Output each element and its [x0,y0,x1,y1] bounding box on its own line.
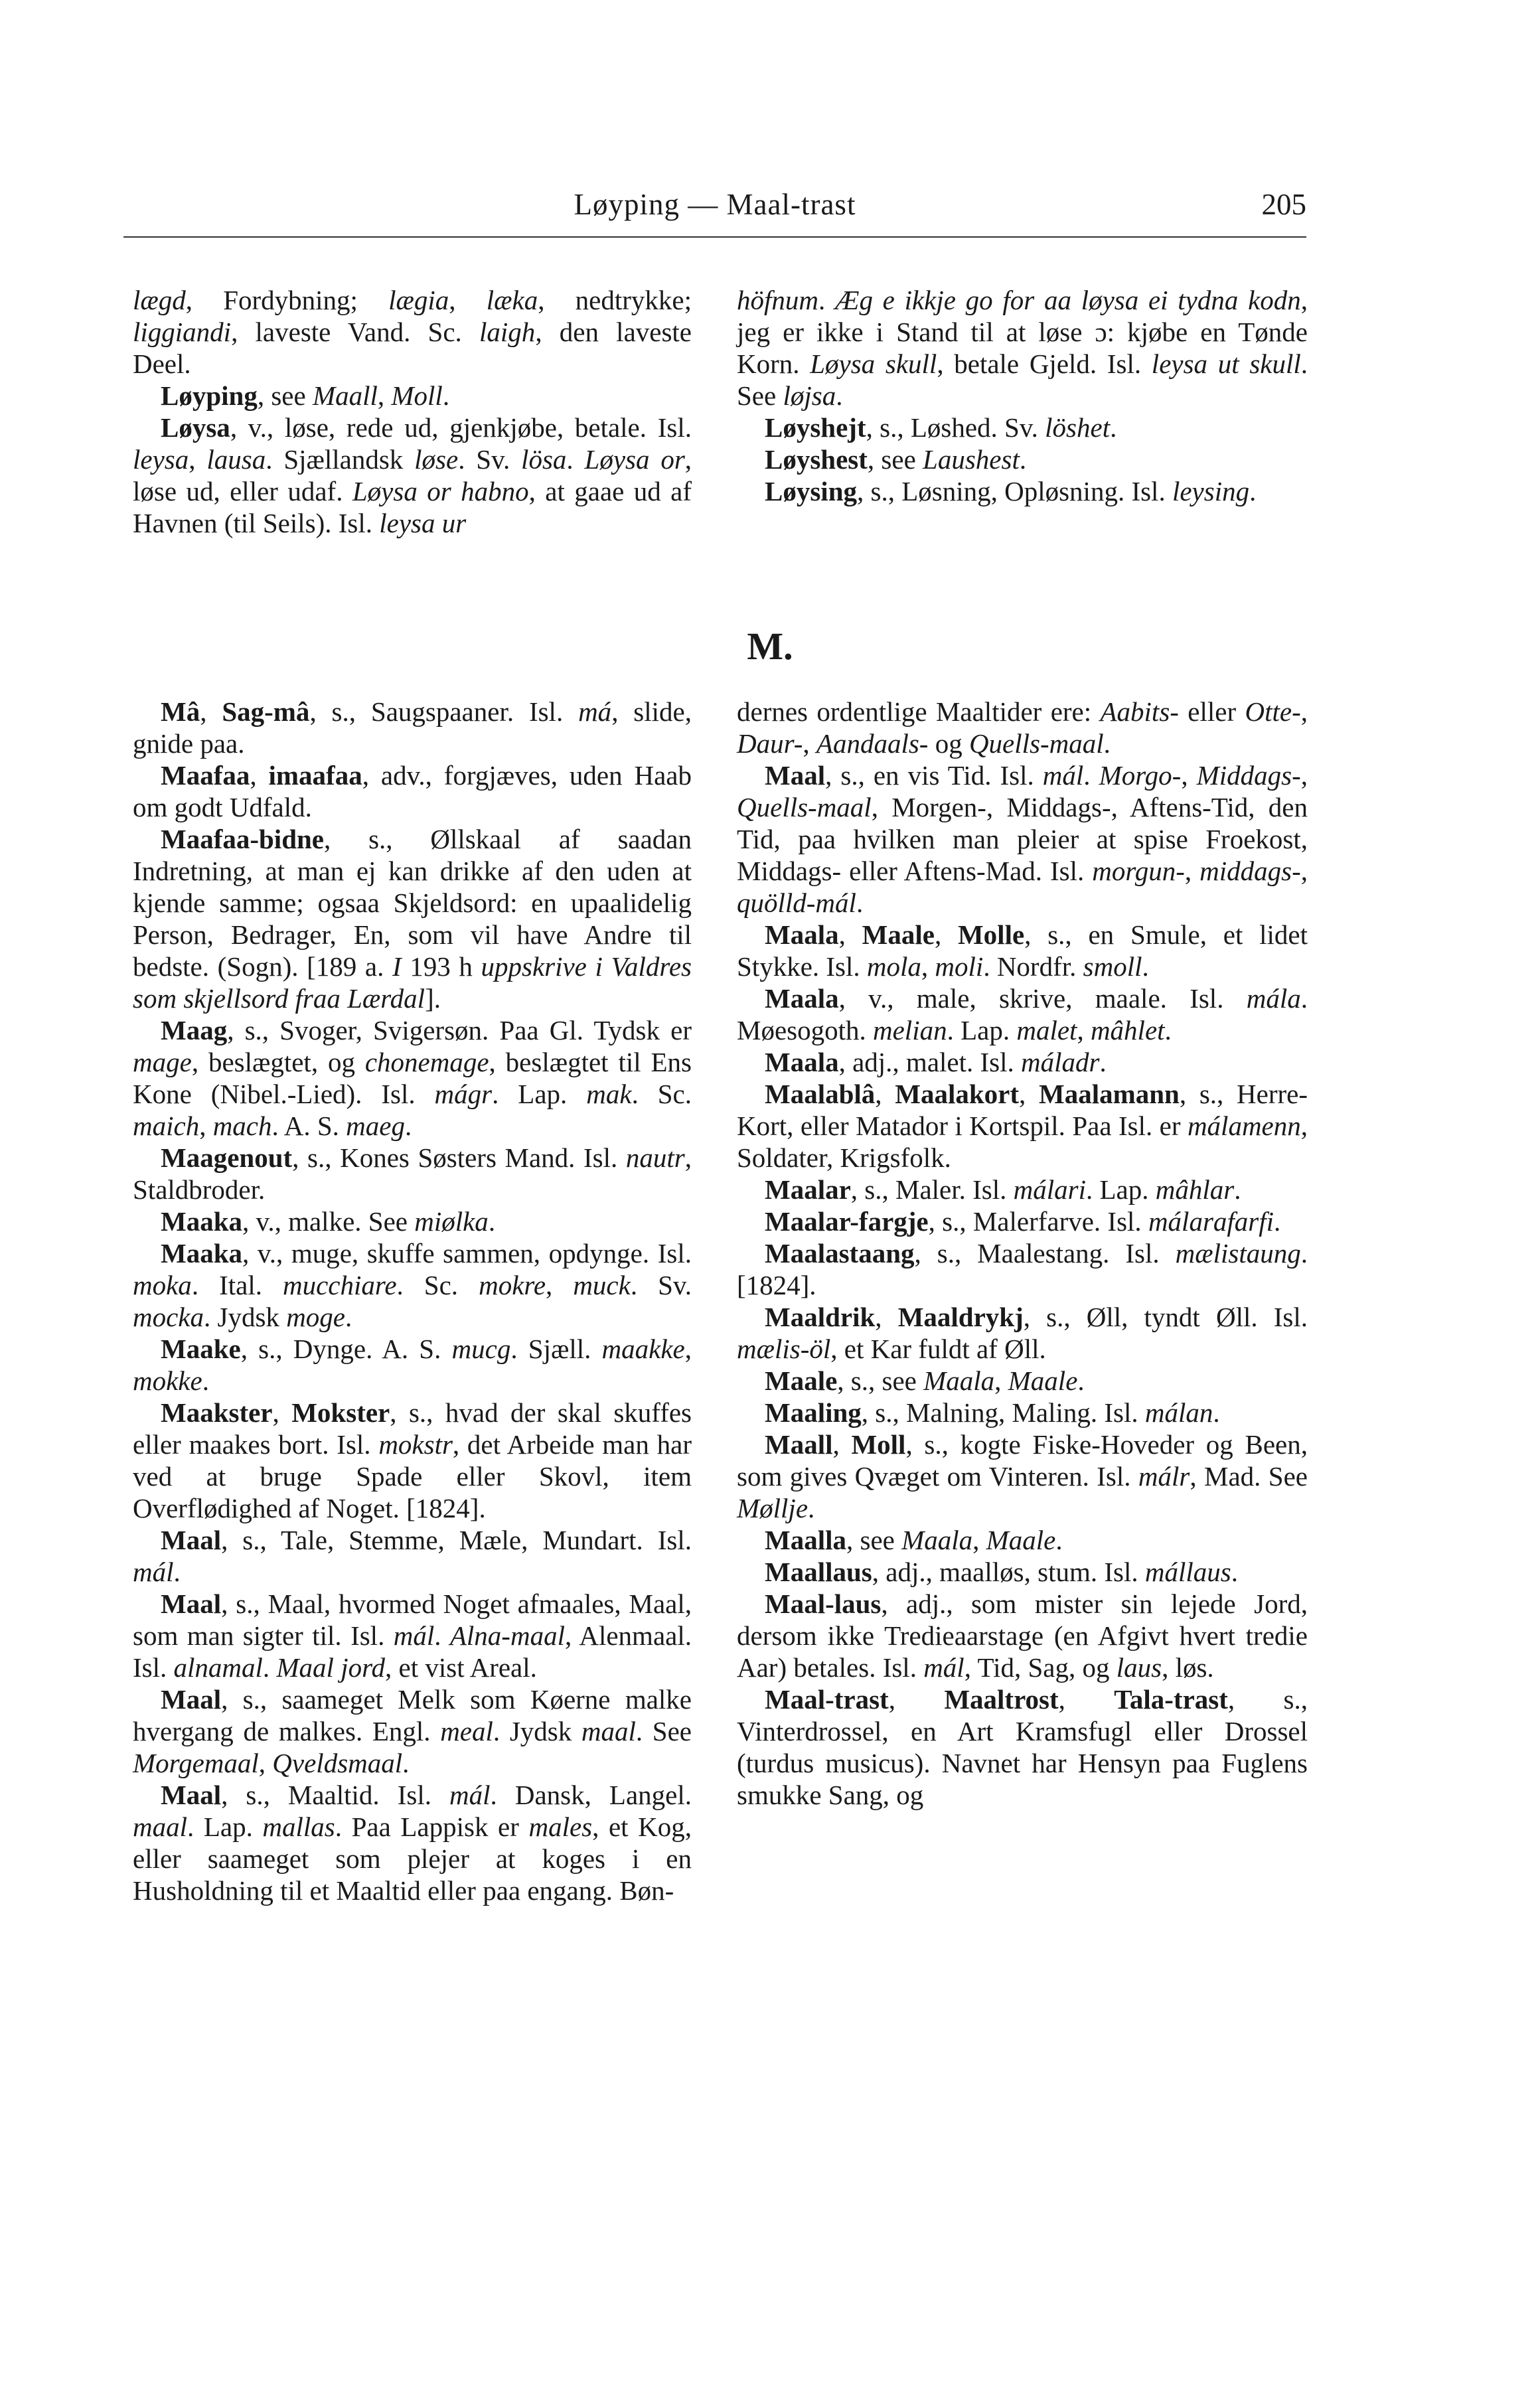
dictionary-entry: Løysa, v., løse, rede ud, gjenkjøbe, betale. Isl. leysa, lausa. Sjællandsk løse. Sv. lösa. Løysa or, løse ud, eller udaf. Løysa or habno, at gaae ud af Havnen (til Seils). Isl. leysa ur [133,412,692,538]
entry-continuation: dernes ordentlige Maaltider ere: Aabits- eller Otte-, Daur-, Aandaals- og Quells-maal. [737,696,1308,759]
dictionary-entry: Maake, s., Dynge. A. S. mucg. Sjæll. maakke, mokke. [133,1334,692,1396]
dictionary-entry: Maag, s., Svoger, Svigersøn. Paa Gl. Tydsk er mage, beslægtet, og chonemage, beslægtet til Ens Kone (Nibel.-Lied). Isl. mágr. Lap. mak. Sc. maich, mach. A. S. maeg. [133,1015,692,1141]
dictionary-entry: Maall, Moll, s., kogte Fiske-Hoveder og Been, som gives Qvæget om Vinteren. Isl. málr, Mad. See Møllje. [737,1429,1308,1523]
dictionary-entry: Maale, s., see Maala, Maale. [765,1365,1085,1396]
dictionary-entry: Maal, s., en vis Tid. Isl. mál. Morgo-, Middags-, Quells-maal, Morgen-, Middags-, Aftens-Tid, den Tid, paa hvilken man pleier at spise Froekost, Middags- eller Aftens-Mad. Isl. morgun-, middags-, quölld-mál. [737,760,1308,918]
dictionary-entry: Maaling, s., Malning, Maling. Isl. málan. [765,1397,1220,1428]
column-top-right [737,284,1308,507]
page-number: 205 [1261,188,1306,221]
dictionary-entry: Maalar-fargje, s., Malerfarve. Isl. málarafarfi. [765,1206,1281,1237]
dictionary-entry: Mâ, Sag-mâ, s., Saugspaaner. Isl. má, slide, gnide paa. [133,696,692,759]
dictionary-entry: Maaldrik, Maaldrykj, s., Øll, tyndt Øll. Isl. mælis-öl, et Kar fuldt af Øll. [737,1302,1308,1364]
dictionary-entry: Løyping, see Maall, Moll. [161,380,450,411]
dictionary-entry: Maalar, s., Maler. Isl. málari. Lap. mâhlar. [765,1174,1241,1205]
column-bottom-right [737,696,1308,1811]
dictionary-entry: Løysing, s., Løsning, Opløsning. Isl. leysing. [765,476,1257,506]
dictionary-entry: Maala, adj., malet. Isl. máladr. [765,1047,1107,1077]
dictionary-entry: Maal, s., Maal, hvormed Noget afmaales, Maal, som man sigter til. Isl. mál. Alna-maal, Alenmaal. Isl. alnamal. Maal jord, et vist Areal. [133,1588,692,1683]
dictionary-entry: Maal-trast, Maaltrost, Tala-trast, s., Vinterdrossel, en Art Kramsfugl eller Drossel (turdus musicus). Navnet har Hensyn paa Fuglens smukke Sang, og [737,1684,1308,1810]
dictionary-entry: Maal, s., saameget Melk som Køerne malke hvergang de malkes. Engl. meal. Jydsk maal. See Morgemaal, Qveldsmaal. [133,1684,692,1778]
dictionary-entry: Maaka, v., malke. See miølka. [161,1206,496,1237]
column-bottom-left [133,696,692,1906]
column-top-left [133,284,692,539]
dictionary-entry: Maal-laus, adj., som mister sin lejede Jord, dersom ikke Tredieaarstage (en Afgivt hvert tredie Aar) betales. Isl. mál, Tid, Sag, og laus, løs. [737,1588,1308,1683]
dictionary-entry: Maafaa-bidne, s., Øllskaal af saadan Indretning, at man ej kan drikke af den uden at kjende samme; ogsaa Skjeldsord: en upaalidelig Person, Bedrager, En, som vil have Andre til bedste. (Sogn). [189 a. I 193 h uppskrive i Valdres som skjellsord fraa Lærdal]. [133,824,692,1014]
dictionary-entry: Maala, v., male, skrive, maale. Isl. mála. Møesogoth. melian. Lap. malet, mâhlet. [737,983,1308,1045]
dictionary-entry: Maakster, Mokster, s., hvad der skal skuffes eller maakes bort. Isl. mokstr, det Arbeide man har ved at bruge Spade eller Skovl, item Overflødighed af Noget. [1824]. [133,1397,692,1523]
dictionary-entry: Maallaus, adj., maalløs, stum. Isl. mállaus. [765,1557,1238,1587]
dictionary-entry: Maafaa, imaafaa, adv., forgjæves, uden Haab om godt Udfald. [133,760,692,822]
header-rule [123,236,1306,238]
dictionary-entry: Maal, s., Maaltid. Isl. mál. Dansk, Langel. maal. Lap. mallas. Paa Lappisk er males, et Kog, eller saameget som plejer at koges i en Husholdning til et Maaltid eller paa engang. Bøn- [133,1780,692,1906]
dictionary-entry: Maal, s., Tale, Stemme, Mæle, Mundart. Isl. mál. [133,1525,692,1587]
dictionary-entry: Maalastaang, s., Maalestang. Isl. mælistaung. [1824]. [737,1238,1308,1300]
entry-continuation: lægd, Fordybning; lægia, læka, nedtrykke; liggiandi, laveste Vand. Sc. laigh, den laveste Deel. [133,285,692,379]
dictionary-entry: Maala, Maale, Molle, s., en Smule, et lidet Stykke. Isl. mola, moli. Nordfr. smoll. [737,919,1308,982]
section-letter-heading: M. [747,625,793,668]
running-header [123,187,1306,227]
dictionary-entry: Maaka, v., muge, skuffe sammen, opdynge. Isl. moka. Ital. mucchiare. Sc. mokre, muck. Sv. mocka. Jydsk moge. [133,1238,692,1332]
dictionary-entry: Maalla, see Maala, Maale. [765,1525,1063,1555]
dictionary-entry: Løyshest, see Laushest. [765,444,1027,475]
entry-continuation: höfnum. Æg e ikkje go for aa løysa ei tydna kodn, jeg er ikke i Stand til at løse ɔ: kjøbe en Tønde Korn. Løysa skull, betale Gjeld. Isl. leysa ut skull. See løjsa. [737,285,1308,411]
dictionary-entry: Maagenout, s., Kones Søsters Mand. Isl. nautr, Staldbroder. [133,1142,692,1205]
header-title: Løyping — Maal-trast [574,188,856,221]
dictionary-entry: Løyshejt, s., Løshed. Sv. löshet. [765,412,1117,443]
dictionary-entry: Maalablâ, Maalakort, Maalamann, s., Herre-Kort, eller Matador i Kortspil. Paa Isl. er málamenn, Soldater, Krigsfolk. [737,1079,1308,1173]
